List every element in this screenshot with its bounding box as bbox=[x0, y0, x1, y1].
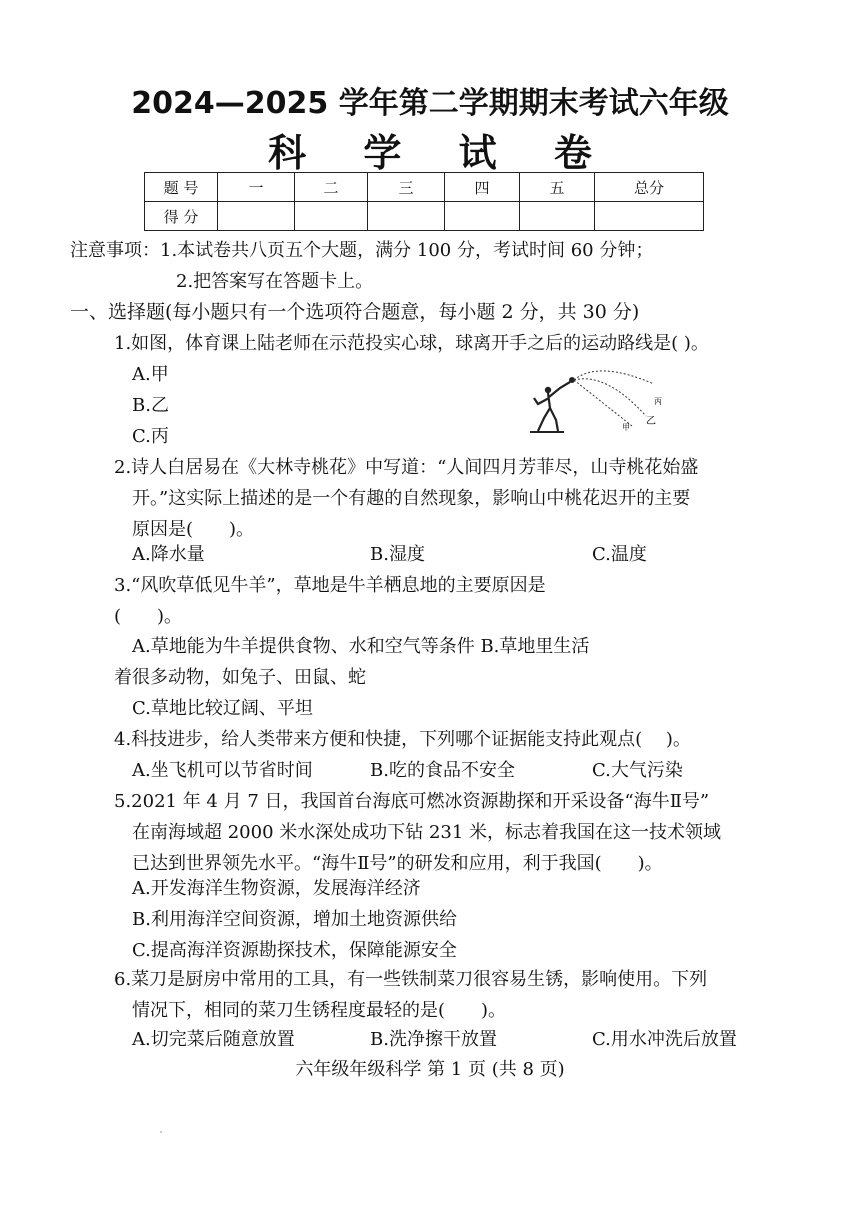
q1-option-a: A.甲 bbox=[132, 364, 169, 385]
page-footer: 六年级年级科学 第 1 页 (共 8 页) bbox=[295, 1059, 565, 1080]
exam-title: 2024—2025 学年第二学期期末考试六年级 bbox=[131, 86, 729, 121]
section-heading: 一、选择题(每小题只有一个选项符合题意，每小题 2 分，共 30 分) bbox=[70, 301, 640, 323]
q5-option-c: C.提高海洋资源勘探技术，保障能源安全 bbox=[132, 940, 457, 961]
q2-line-2: 开。”这实际上描述的是一个有趣的自然现象，影响山中桃花迟开的主要 bbox=[132, 488, 691, 509]
q4-stem: 4.科技进步，给人类带来方便和快捷，下列哪个证据能支持此观点( )。 bbox=[114, 729, 691, 750]
score-cell: 二 bbox=[295, 173, 368, 202]
q3-option-a: A.草地能为牛羊提供食物、水和空气等条件 B.草地里生活 bbox=[132, 636, 590, 657]
q3-option-a-cont: 着很多动物，如兔子、田鼠、蛇 bbox=[114, 667, 366, 688]
score-cell: 总分 bbox=[595, 173, 704, 202]
q5-line-2: 在南海域超 2000 米水深处成功下钻 231 米，标志着我国在这一技术领域 bbox=[132, 822, 722, 843]
notes-line-2: 2.把答案写在答题卡上。 bbox=[176, 271, 374, 292]
q5-line-3: 已达到世界领先水平。“海牛Ⅱ号”的研发和应用，利于我国( )。 bbox=[132, 853, 663, 874]
notes-line-1: 注意事项：1.本试卷共八页五个大题，满分 100 分，考试时间 60 分钟； bbox=[70, 240, 654, 261]
score-cell: 题 号 bbox=[145, 173, 218, 202]
q4-option-c: C.大气污染 bbox=[592, 760, 683, 781]
score-cell: 得 分 bbox=[145, 202, 218, 231]
score-table bbox=[144, 172, 704, 231]
q3-option-c: C.草地比较辽阔、平坦 bbox=[132, 698, 313, 719]
q4-option-a: A.坐飞机可以节省时间 bbox=[132, 760, 313, 781]
scan-speck bbox=[160, 1131, 162, 1133]
label-bing: 丙 bbox=[654, 397, 662, 406]
q5-option-b: B.利用海洋空间资源，增加土地资源供给 bbox=[132, 909, 457, 930]
score-blank bbox=[520, 202, 595, 231]
score-blank bbox=[218, 202, 295, 231]
q2-line-3: 原因是( )。 bbox=[132, 519, 255, 540]
q6-line-1: 6.菜刀是厨房中常用的工具，有一些铁制菜刀很容易生锈，影响使用。下列 bbox=[114, 969, 708, 990]
label-yi: 乙 bbox=[646, 416, 656, 427]
score-cell: 一 bbox=[218, 173, 295, 202]
score-table-score-row bbox=[145, 202, 704, 231]
score-blank bbox=[595, 202, 704, 231]
score-table-header-row bbox=[145, 173, 704, 202]
q3-line-1: 3.“风吹草低见牛羊”，草地是牛羊栖息地的主要原因是 bbox=[114, 575, 546, 596]
q2-option-c: C.温度 bbox=[592, 544, 647, 565]
q6-option-a: A.切完菜后随意放置 bbox=[132, 1029, 295, 1050]
q1-option-c: C.丙 bbox=[132, 426, 169, 447]
q4-option-b: B.吃的食品不安全 bbox=[370, 760, 515, 781]
score-cell: 五 bbox=[520, 173, 595, 202]
label-jia: 甲 bbox=[622, 423, 630, 432]
q2-option-b: B.湿度 bbox=[370, 544, 425, 565]
q1-stem: 1.如图，体育课上陆老师在示范投实心球，球离开手之后的运动路线是( )。 bbox=[114, 333, 709, 354]
score-blank bbox=[368, 202, 445, 231]
q6-option-c: C.用水冲洗后放置 bbox=[592, 1029, 737, 1050]
q2-option-a: A.降水量 bbox=[132, 544, 205, 565]
q6-line-2: 情况下，相同的菜刀生锈程度最轻的是( )。 bbox=[132, 1000, 507, 1021]
q2-line-1: 2.诗人白居易在《大林寺桃花》中写道：“人间四月芳菲尽，山寺桃花始盛 bbox=[114, 457, 699, 478]
subject-title: 科 学 试 卷 bbox=[268, 130, 614, 175]
score-blank bbox=[295, 202, 368, 231]
q5-line-1: 5.2021 年 4 月 7 日，我国首台海底可燃冰资源勘探和开采设备“海牛Ⅱ号” bbox=[114, 791, 710, 812]
shot-put-figure bbox=[528, 368, 684, 438]
q6-option-b: B.洗净擦干放置 bbox=[370, 1029, 497, 1050]
q1-option-b: B.乙 bbox=[132, 395, 169, 416]
score-cell: 四 bbox=[445, 173, 520, 202]
q5-option-a: A.开发海洋生物资源，发展海洋经济 bbox=[132, 878, 421, 899]
score-cell: 三 bbox=[368, 173, 445, 202]
score-blank bbox=[445, 202, 520, 231]
q3-line-2: ( )。 bbox=[114, 606, 183, 627]
